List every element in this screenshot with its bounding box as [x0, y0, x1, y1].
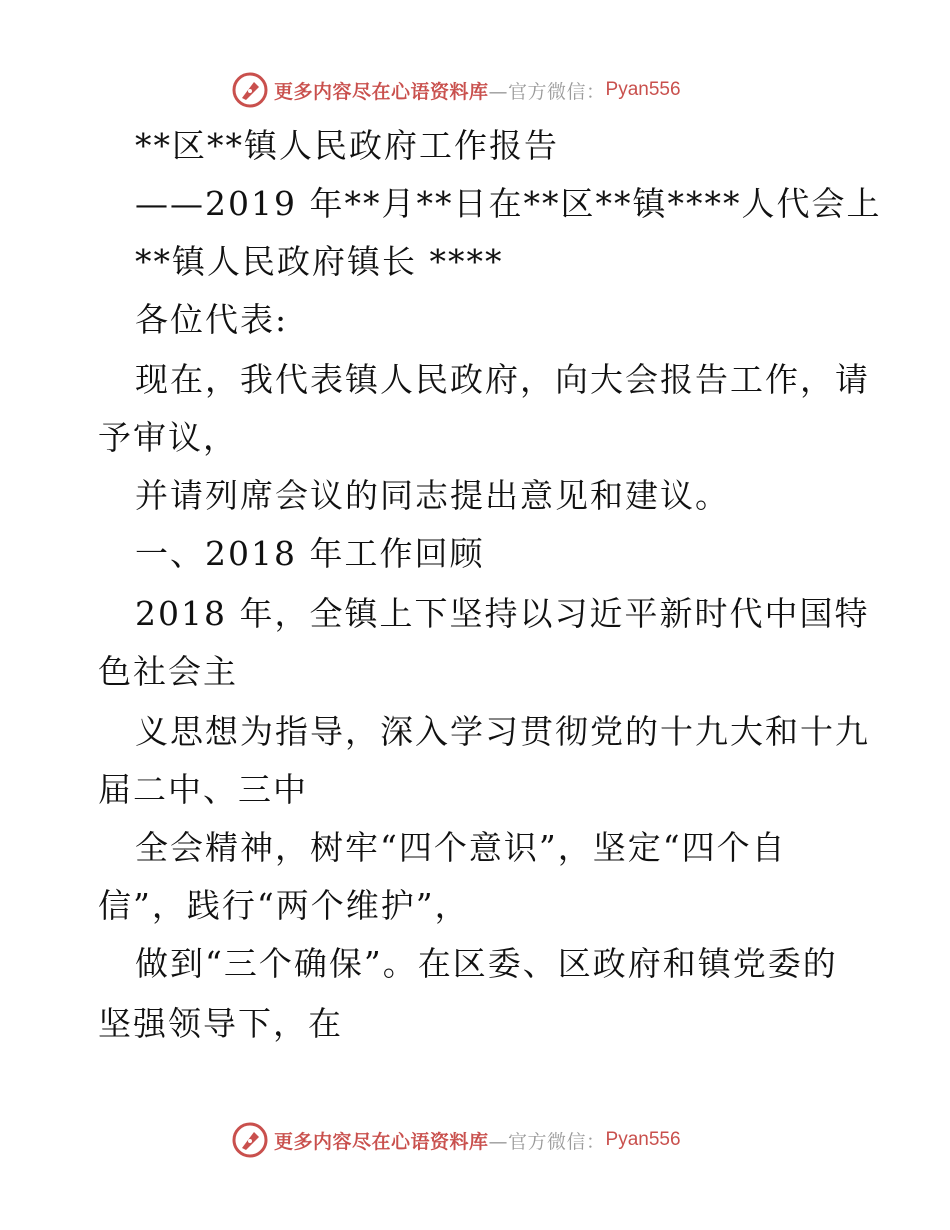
watermark-main-text: 更多内容尽在心语资料库: [274, 1130, 489, 1153]
watermark-main-text: 更多内容尽在心语资料库: [274, 80, 489, 103]
report-subtitle: ——2019 年**月**日在**区**镇****人代会上: [135, 184, 882, 223]
footer-watermark: [232, 1120, 681, 1160]
pen-nib-logo-icon: [232, 72, 268, 108]
paragraph-line: 义思想为指导，深入学习贯彻党的十九大和十九: [135, 712, 870, 751]
watermark-wechat-id: Pyan556: [605, 79, 681, 100]
paragraph-line: 做到“三个确保”。在区委、区政府和镇党委的: [135, 944, 838, 983]
paragraph-line: 届二中、三中: [98, 770, 308, 809]
header-watermark: [232, 70, 681, 110]
section-heading: 一、2018 年工作回顾: [135, 534, 485, 573]
paragraph-line: 全会精神，树牢“四个意识”，坚定“四个自: [135, 828, 787, 867]
paragraph-line: 予审议，: [98, 418, 238, 457]
paragraph-line: 坚强领导下，在: [98, 1004, 343, 1043]
report-author: **镇人民政府镇长 ****: [135, 242, 504, 281]
salutation: 各位代表:: [135, 300, 289, 339]
paragraph-line: 并请列席会议的同志提出意见和建议。: [135, 476, 730, 515]
paragraph-line: 信”，践行“两个维护”，: [98, 886, 470, 925]
paragraph-line: 色社会主: [98, 652, 238, 691]
report-title: **区**镇人民政府工作报告: [135, 126, 559, 165]
paragraph-line: 2018 年，全镇上下坚持以习近平新时代中国特: [135, 594, 870, 633]
pen-nib-logo-icon: [232, 1122, 268, 1158]
watermark-wechat-id: Pyan556: [605, 1129, 681, 1150]
paragraph-line: 现在，我代表镇人民政府，向大会报告工作，请: [135, 360, 870, 399]
watermark-separator-text: —官方微信：: [488, 1130, 606, 1153]
watermark-separator-text: —官方微信：: [488, 80, 606, 103]
